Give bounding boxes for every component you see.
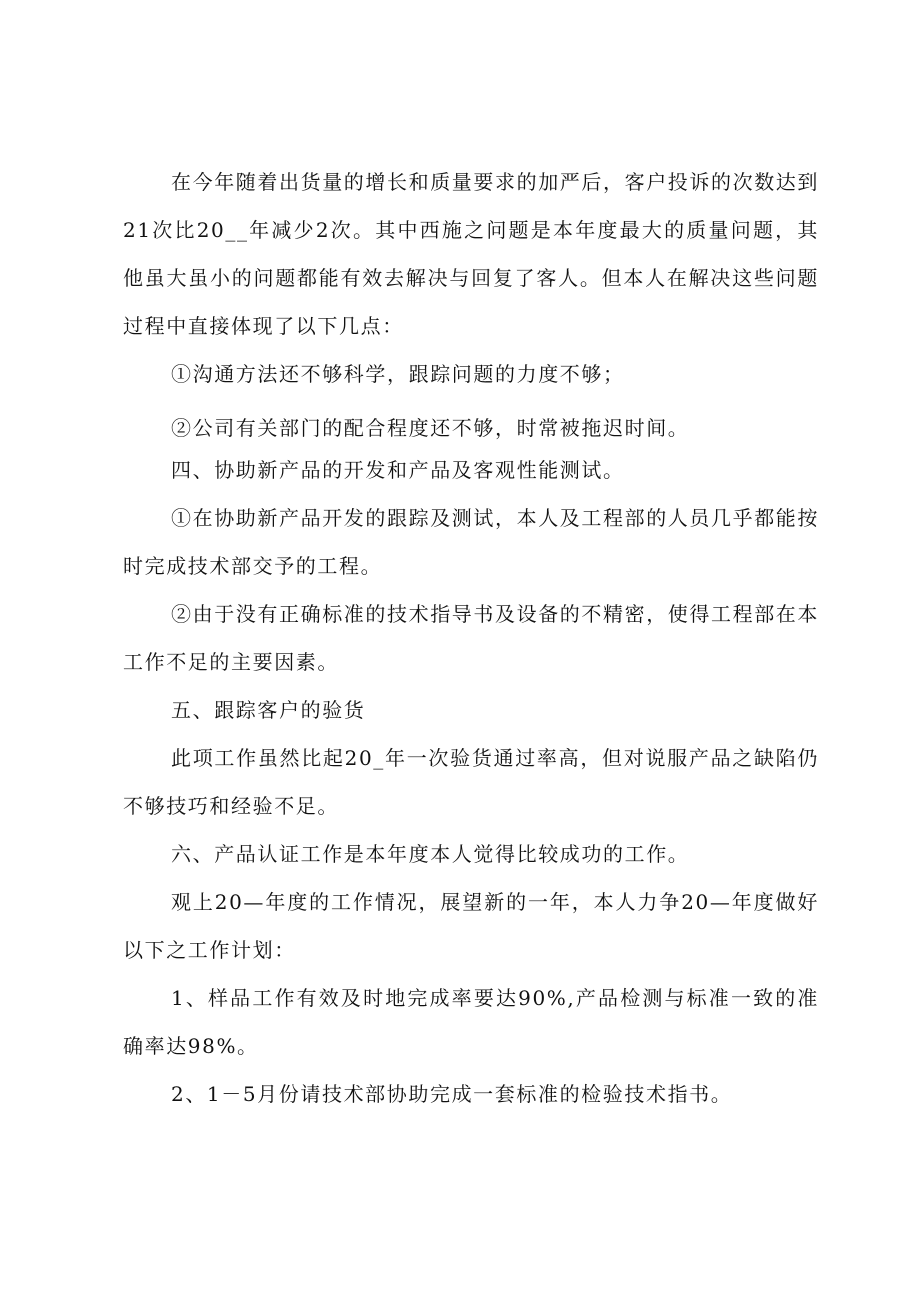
paragraph-inspection: 此项工作虽然比起20_年一次验货通过率高，但对说服产品之缺陷仍不够技巧和经验不足。 xyxy=(123,746,819,818)
section-heading-6: 六、产品认证工作是本年度本人觉得比较成功的工作。 xyxy=(171,842,690,866)
paragraph-newproduct-1: ①在协助新产品开发的跟踪及测试，本人及工程部的人员几乎都能按时完成技术部交予的工程。 xyxy=(123,506,819,578)
paragraph-plan-1: 1、样品工作有效及时地完成率要达90%,产品检测与标准一致的准确率达98%。 xyxy=(123,986,819,1058)
section-heading-4: 四、协助新产品的开发和产品及客观性能测试。 xyxy=(171,458,625,482)
paragraph-point-1: ①沟通方法还不够科学，跟踪问题的力度不够； xyxy=(171,362,625,386)
paragraph-newproduct-2: ②由于没有正确标准的技术指导书及设备的不精密，使得工程部在本工作不足的主要因素。 xyxy=(123,602,819,674)
paragraph-point-2: ②公司有关部门的配合程度还不够，时常被拖迟时间。 xyxy=(171,416,690,440)
section-heading-5: 五、跟踪客户的验货 xyxy=(171,698,366,722)
paragraph-plan-2: 2、1－5月份请技术部协助完成一套标准的检验技术指书。 xyxy=(171,1082,733,1106)
paragraph-outlook: 观上20—年度的工作情况，展望新的一年，本人力争20—年度做好以下之工作计划： xyxy=(123,890,819,962)
paragraph-complaints: 在今年随着出货量的增长和质量要求的加严后，客户投诉的次数达到21次比20__年减少2次。其中西施之问题是本年度最大的质量问题，其他虽大虽小的问题都能有效去解决与回复了客人。但本人在解决这些问题过程中直接体现了以下几点： xyxy=(123,170,819,338)
